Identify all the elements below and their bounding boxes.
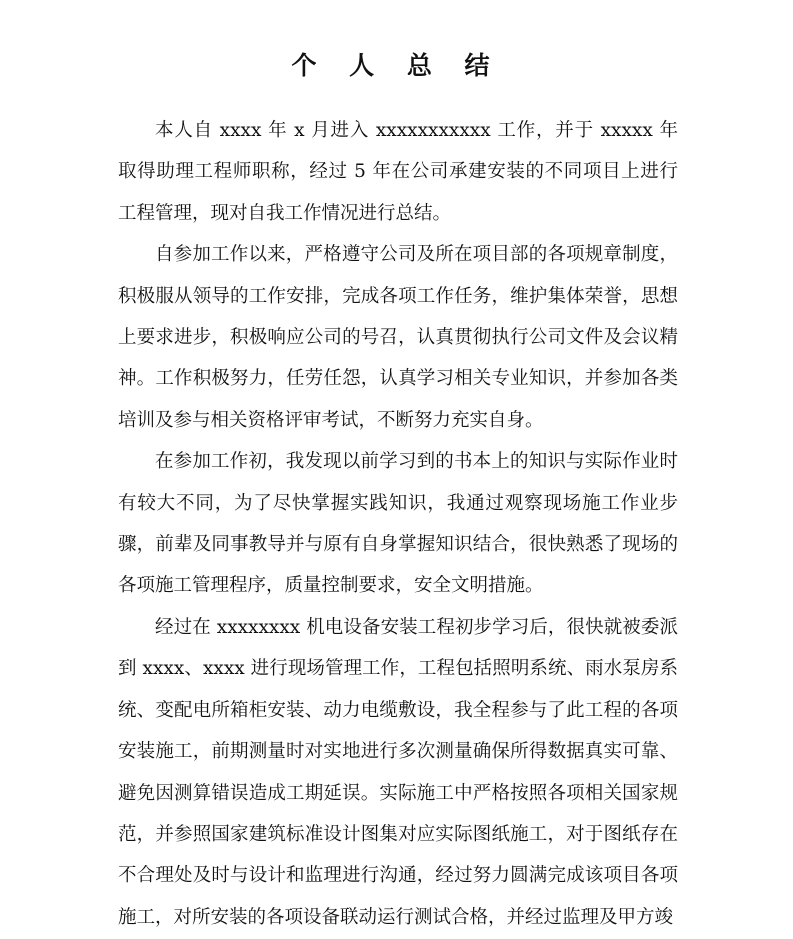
document-title: 个 人 总 结 [291,51,502,80]
paragraph: 经过在 xxxxxxxx 机电设备安装工程初步学习后，很快就被委派到 xxxx、xxxx 进行现场管理工作，工程包括照明系统、雨水泵房系统、变配电所箱柜安装、动力电缆敷设，我全程参与了此工程的各项安装施工，前期测量时对实地进行多次测量确保所得数据真实可靠、避免因测算错误造成工期延误。实际施工中严格按照各项相关国家规范，并参照国家建筑标准设计图集对应实际图纸施工，对于图纸存在不合理处及时与设计和监理进行沟通，经过努力圆满完成该项目各项施工，对所安装的各项设备联动运行测试合格，并经过监理及甲方竣 [118,616,678,928]
paragraph: 自参加工作以来，严格遵守公司及所在项目部的各项规章制度，积极服从领导的工作安排，完成各项工作任务，维护集体荣誉，思想上要求进步，积极响应公司的号召，认真贯彻执行公司文件及会议精神。工作积极努力，任劳任怨，认真学习相关专业知识，并参加各类培训及参与相关资格评审考试，不断努力充实自身。 [118,244,678,431]
paragraph: 本人自 xxxx 年 x 月进入 xxxxxxxxxxx 工作，并于 xxxxx 年取得助理工程师职称，经过 5 年在公司承建安装的不同项目上进行工程管理，现对自我工作情况进行总结。 [118,120,678,224]
document-body [118,110,678,938]
paragraph: 在参加工作初，我发现以前学习到的书本上的知识与实际作业时有较大不同，为了尽快掌握实践知识，我通过观察现场施工作业步骤，前辈及同事教导并与原有自身掌握知识结合，很快熟悉了现场的各项施工管理程序，质量控制要求，安全文明措施。 [118,451,678,597]
